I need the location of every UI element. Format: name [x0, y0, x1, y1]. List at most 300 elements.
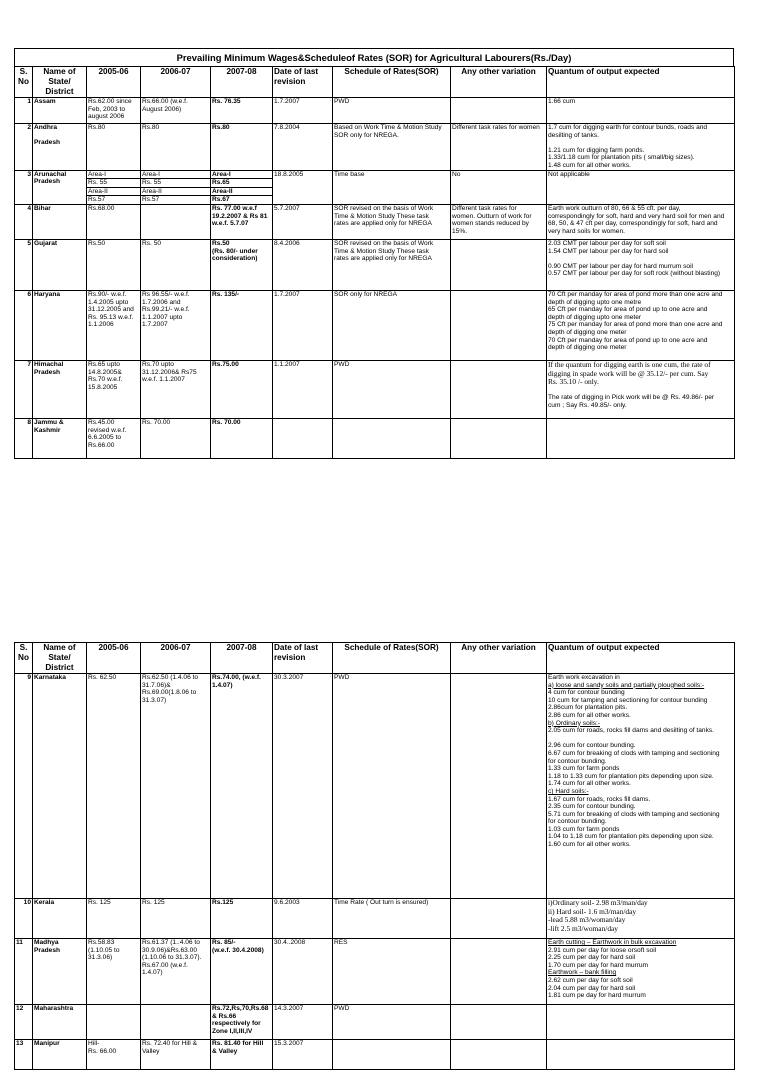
header-2006-07: 2006-07 — [141, 643, 211, 674]
cell-line: & Rs.66 — [212, 1012, 237, 1020]
cell-revision: 8.4.2006 — [273, 239, 333, 290]
cell-line: 2.25 cum per day for hard soil — [548, 954, 636, 962]
cell-line: Rs.66.00 — [88, 441, 115, 449]
cell-other-variation — [451, 360, 547, 418]
cell-sno: 8 — [15, 418, 33, 458]
table-page-2 — [14, 642, 734, 1055]
cell-line: If the quantum for digging earth is one cum, the rate of — [548, 359, 711, 369]
cell-sno: 13 — [15, 1040, 33, 1070]
cell-state — [33, 170, 87, 204]
cell-y0506 — [87, 290, 141, 360]
cell-sno: 5 — [15, 239, 33, 290]
table-row — [15, 290, 735, 360]
cell-line: Name of — [43, 67, 76, 76]
cell-line: Rs.74.00, (w.e.f. — [212, 674, 261, 681]
cell-line: 15.8.2005 — [88, 383, 118, 391]
cell-line: digging in spade work will be @ 35.12/- per cum. Say — [548, 368, 709, 378]
cell-line: 70 Cft per manday for area of pond more than one acre and — [548, 290, 723, 298]
cell-line: revised w.e.f. — [88, 426, 127, 434]
cell-line: Date of last — [274, 643, 319, 652]
cell-sno: 12 — [15, 1005, 33, 1040]
table-row — [15, 674, 735, 899]
cell-line: 1.4.2005 upto — [88, 298, 129, 306]
table-row — [15, 418, 735, 458]
cell-line: 19.2.2007 & Rs 81 — [212, 212, 268, 220]
cell-line: Earth work excavation in — [548, 674, 620, 681]
cell-state — [33, 939, 87, 1005]
cell-line: 1.04 to 1.18 cum for plantation pits depending upon size. — [548, 833, 714, 841]
cell-line: Valley — [142, 1047, 160, 1055]
cell-quantum — [547, 1040, 735, 1070]
cell-line: Rs.57 — [87, 195, 140, 204]
cell-state — [33, 1005, 87, 1040]
cell-y0506 — [87, 1040, 141, 1070]
header-row — [15, 643, 735, 674]
cell-line: Kerala — [34, 899, 55, 906]
cell-line: Earthwork – bank filling — [548, 969, 617, 977]
cell-sor — [333, 204, 451, 239]
cell-line: Rs. 81.40 for Hill — [212, 1040, 264, 1047]
wages-table-2 — [14, 642, 735, 1070]
cell-line: SOR revised on the basis of Work — [334, 239, 434, 247]
cell-sno: 4 — [15, 204, 33, 239]
cell-line: a) loose and sandy soils and partially ploughed soils:- — [548, 681, 705, 689]
cell-other-variation — [451, 1005, 547, 1040]
cell-quantum — [547, 204, 735, 239]
cell-line: rates are applied only for NREGA — [334, 255, 432, 263]
header-2007-08: 2007-08 — [211, 643, 273, 674]
table-row — [15, 899, 735, 939]
cell-state — [33, 360, 87, 418]
cell-line: for contour bunding. — [548, 757, 607, 765]
cell-line: Assam — [34, 98, 56, 105]
cell-line: 2.96 cum for contour bunding. — [548, 742, 636, 750]
cell-line: depth of digging upto one metre — [548, 298, 642, 306]
cell-y0708 — [211, 290, 273, 360]
cell-line: 31.3.06) — [88, 954, 113, 962]
header-sor: Schedule of Rates(SOR) — [333, 67, 451, 98]
cell-line: Rs. 55 — [87, 178, 140, 187]
cell-line: Area-I — [88, 170, 106, 178]
cell-line: PWD — [334, 1005, 350, 1012]
cell-y0506 — [87, 418, 141, 458]
cell-line: b) Ordinary soils:- — [548, 719, 601, 727]
cell-revision: 14.3.2007 — [273, 1005, 333, 1040]
cell-line: Himachal — [34, 360, 64, 368]
cell-line: Rs.67.00 (w.e.f. — [142, 961, 188, 969]
cell-line: august 2006 — [88, 113, 125, 121]
page-title: Prevailing Minimum Wages&Scheduleof Rates (SOR) for Agricultural Labourers(Rs./Day) — [14, 48, 734, 66]
cell-line: Different task rates for women — [452, 124, 540, 131]
cell-line: Rs.68.00 — [88, 204, 115, 212]
cell-line: 1.60 cum for all other works. — [548, 841, 631, 849]
cell-line: Jammu & — [34, 418, 64, 426]
cell-line: i)Ordinary soil- 2.98 m3/man/day — [548, 898, 648, 907]
cell-revision — [273, 418, 333, 458]
header-row — [15, 67, 735, 98]
cell-y0708 — [211, 98, 273, 124]
cell-quantum — [547, 899, 735, 939]
cell-line: 1.66 cum — [548, 98, 576, 105]
cell-line: Bihar — [34, 204, 51, 212]
cell-quantum — [547, 418, 735, 458]
cell-line: 2.35 cum for contour bunding. — [548, 803, 636, 811]
cell-line: 1.18 to 1.33 cum for plantation pits depending upon size. — [548, 772, 714, 780]
cell-line: Rs. 62.50 — [88, 674, 117, 681]
cell-line: RES — [334, 939, 348, 946]
cell-line: 2.04 cum per day for hard soil — [548, 984, 636, 992]
cell-line: Rs. 35.10 /- only. — [548, 377, 599, 387]
cell-line: 1.7.2006 and — [142, 298, 181, 306]
cell-line: 1.67 cum for roads, rocks fill dams. — [548, 795, 651, 803]
table-row — [15, 204, 735, 239]
cell-sno: 7 — [15, 360, 33, 418]
cell-line: Rs.75.00 — [212, 360, 239, 368]
cell-line: desilting of tanks. — [548, 131, 599, 139]
cell-line: Rs. 125 — [88, 899, 111, 906]
cell-line: Rs.65 upto — [88, 360, 120, 368]
header-quantum: Quantum of output expected — [547, 643, 735, 674]
cell-line: No — [18, 77, 29, 86]
cell-line: Rs. 55 — [141, 178, 210, 187]
cell-line: S. — [19, 67, 28, 76]
cell-line: 15%. — [452, 227, 468, 235]
cell-line: Feb, 2003 to — [88, 105, 126, 113]
cell-line: Pradesh — [34, 139, 61, 147]
cell-sor — [333, 360, 451, 418]
cell-line: 2.86cum for plantation pits. — [548, 704, 628, 712]
cell-sno: 3 — [15, 170, 33, 204]
cell-line: Time & Motion Study These task — [334, 212, 429, 220]
cell-line: 0.90 CMT per labour per day for hard murrum soil — [548, 262, 694, 270]
header-other-variation: Any other variation — [451, 643, 547, 674]
cell-other-variation — [451, 124, 547, 171]
cell-line: revision — [274, 77, 306, 86]
cell-line: (w.e.f. 30.4.2008) — [212, 946, 264, 954]
cell-line: Rs. 50 — [142, 239, 162, 247]
cell-state — [33, 1040, 87, 1070]
header-date-revision — [273, 67, 333, 98]
cell-quantum — [547, 674, 735, 899]
cell-line: PWD — [334, 674, 350, 681]
cell-line: Time & Motion Study These task — [334, 247, 429, 255]
cell-line: Rs.99.21/- w.e.f. — [142, 306, 190, 314]
cell-line: Hill- — [88, 1040, 100, 1047]
cell-line: for contour bunding. — [548, 818, 607, 826]
cell-line: revision — [274, 653, 306, 662]
cell-line: 75 Cft per manday for area of pond more than one acre and — [548, 321, 723, 329]
cell-line: Rs. 72.40 for Hill & — [142, 1040, 197, 1047]
cell-revision: 9.6.2003 — [273, 899, 333, 939]
table-row — [15, 239, 735, 290]
cell-quantum — [547, 290, 735, 360]
cell-line: Rs.62.00 since — [88, 98, 132, 105]
cell-other-variation — [451, 239, 547, 290]
cell-y0506 — [87, 939, 141, 1005]
cell-line: 68, 50, & 47 cft per day, correspondingly for soft, hard and — [548, 220, 718, 228]
cell-line: rates are applied only for NREGA — [334, 220, 432, 228]
cell-sor — [333, 1005, 451, 1040]
cell-other-variation — [451, 290, 547, 360]
header-date-revision — [273, 643, 333, 674]
cell-line: c) Hard soils:- — [548, 787, 589, 795]
cell-y0708 — [211, 239, 273, 290]
cell-line: Name of — [43, 643, 76, 652]
cell-y0506 — [87, 899, 141, 939]
cell-revision: 1.7.2007 — [273, 98, 333, 124]
table-page-1 — [14, 48, 734, 454]
cell-line: Rs.50 — [212, 239, 230, 247]
cell-line — [548, 735, 733, 743]
cell-line: (1.10.06 to 31.3.07). — [142, 954, 202, 962]
cell-line: Area-I — [142, 170, 160, 178]
cell-line: SOR revised on the basis of Work — [334, 204, 434, 212]
cell-line: Rs. 125 — [142, 899, 165, 906]
cell-y0506 — [87, 360, 141, 418]
cell-line: Rs. 70.00 — [212, 418, 241, 426]
cell-state — [33, 98, 87, 124]
cell-line: PWD — [334, 98, 350, 105]
cell-line: very hard soils for women. — [548, 227, 625, 235]
cell-line: Rs. 66.00 — [88, 1047, 117, 1055]
cell-line: Area-II — [211, 187, 272, 196]
cell-line: women stands reduced by — [452, 220, 529, 228]
table-body — [15, 98, 735, 459]
cell-y0607 — [141, 939, 211, 1005]
cell-line: 2.05 cum for roads, rocks fill dams and desilting of tanks. — [548, 727, 715, 735]
cell-y0506 — [87, 170, 141, 204]
header-2005-06: 2005-06 — [87, 67, 141, 98]
cell-line: Rs.80 — [88, 124, 106, 131]
cell-line: Rs.90/- w.e.f. — [88, 290, 127, 298]
cell-state — [33, 239, 87, 290]
cell-line: State/ — [48, 77, 71, 86]
cell-line: 1.48 cum for all other works. — [548, 161, 631, 169]
cell-other-variation — [451, 418, 547, 458]
cell-y0506 — [87, 674, 141, 899]
cell-quantum — [547, 239, 735, 290]
cell-line: PWD — [334, 360, 350, 368]
header-sno — [15, 67, 33, 98]
cell-y0708 — [211, 939, 273, 1005]
cell-line: 10 cum for tamping and sectioning for contour bunding — [548, 696, 708, 704]
cell-line: Rs.70 upto — [142, 360, 174, 368]
cell-line: Haryana — [34, 290, 61, 298]
cell-line: Date of last — [274, 67, 319, 76]
cell-revision: 30.3.2007 — [273, 674, 333, 899]
cell-line: Madhya — [34, 939, 59, 946]
cell-state — [33, 204, 87, 239]
cell-line: S. — [19, 643, 28, 652]
cell-line: Rs.61.37 (1..4.06 to — [142, 939, 200, 946]
cell-line: w.e.f. 5.7.07 — [212, 220, 249, 228]
cell-y0708 — [211, 899, 273, 939]
cell-line: 31.12.2006& Rs75 — [142, 368, 197, 376]
cell-y0708 — [211, 360, 273, 418]
cell-line: 2.03 CMT per labour per day for soft soil — [548, 239, 666, 247]
table-row — [15, 1040, 735, 1070]
cell-line: Rs.45.00 — [88, 418, 115, 426]
cell-revision: 5.7.2007 — [273, 204, 333, 239]
wages-table-1 — [14, 66, 735, 459]
cell-line: 4 cum for contour bunding — [548, 689, 625, 697]
header-2005-06: 2005-06 — [87, 643, 141, 674]
cell-sor — [333, 418, 451, 458]
cell-revision: 1.1.2007 — [273, 360, 333, 418]
cell-line: Rs. 95.13 w.e.f. — [88, 313, 134, 321]
cell-line: No — [18, 653, 29, 662]
cell-line: Area-II — [87, 187, 140, 196]
cell-other-variation — [451, 98, 547, 124]
cell-line: depth of digging one meter — [548, 328, 627, 336]
cell-line: Time base — [334, 170, 365, 178]
cell-sno: 11 — [15, 939, 33, 1005]
cell-line: Gujarat — [34, 239, 58, 247]
cell-line: 6.67 cum for breaking of clods with tamping and sectioning — [548, 749, 720, 757]
cell-revision: 1.7.2007 — [273, 290, 333, 360]
cell-y0506 — [87, 1005, 141, 1040]
cell-line: Earth cutting – Earthwork in bulk excavation — [548, 939, 677, 946]
cell-line: 1.7.2007 — [142, 321, 168, 329]
cell-line: State/ — [48, 653, 71, 662]
cell-y0607 — [141, 98, 211, 124]
table-body — [15, 674, 735, 1070]
cell-line: -lift 2.5 m3/woman/day — [548, 923, 618, 933]
cell-y0607 — [141, 1005, 211, 1040]
cell-quantum — [547, 939, 735, 1005]
cell-sno: 10 — [15, 899, 33, 939]
cell-line: 6.6.2005 to — [88, 434, 121, 442]
cell-line: Rs.62.50 (1.4.06 to — [142, 674, 199, 681]
cell-line: Pradesh — [34, 178, 61, 186]
cell-y0607 — [141, 204, 211, 239]
cell-line: -lead 5.88 m3/woman/day — [548, 915, 626, 925]
cell-line: 1.74 cum for all other works. — [548, 780, 631, 788]
cell-other-variation — [451, 939, 547, 1005]
cell-line: 31.3.07) — [142, 696, 167, 704]
header-other-variation: Any other variation — [451, 67, 547, 98]
cell-y0506 — [87, 98, 141, 124]
cell-other-variation — [451, 204, 547, 239]
cell-line: Rs 96.55/- w.e.f. — [142, 290, 190, 298]
cell-line: Maharashtra — [34, 1005, 74, 1012]
cell-line: Rs. 76.35 — [212, 98, 241, 105]
cell-line: SOR only for NREGA. — [334, 131, 399, 139]
cell-line: ii) Hard soil- 1.6 m3/man/day — [548, 906, 637, 916]
cell-line: Rs.72,Rs,70,Rs.68 — [212, 1005, 269, 1012]
cell-line: Andhra — [34, 124, 58, 131]
cell-line: respectively for — [212, 1020, 261, 1028]
cell-y0708 — [211, 124, 273, 171]
cell-line: Earth work outturn of 80, 66 & 55 cft. per day, — [548, 204, 681, 212]
cell-line: 65 Cft per manday for area of pond up to one acre and — [548, 306, 708, 314]
cell-line: Area-II — [141, 187, 210, 196]
cell-y0607 — [141, 1040, 211, 1070]
table-row — [15, 98, 735, 124]
cell-line: District — [45, 663, 74, 672]
cell-state — [33, 418, 87, 458]
cell-other-variation — [451, 170, 547, 204]
cell-line: 0.57 CMT per labour per day for soft rock (without blasting) — [548, 270, 721, 278]
cell-line: District — [45, 87, 74, 96]
cell-line: Karnataka — [34, 674, 66, 681]
cell-line: Pradesh — [34, 368, 61, 376]
cell-other-variation — [451, 674, 547, 899]
cell-line: 1.1.2007 upto — [142, 313, 183, 321]
cell-sor — [333, 899, 451, 939]
cell-sno: 6 — [15, 290, 33, 360]
cell-revision: 15.3.2007 — [273, 1040, 333, 1070]
cell-other-variation — [451, 1040, 547, 1070]
table-header — [15, 67, 735, 98]
cell-y0607 — [141, 170, 211, 204]
cell-y0607 — [141, 239, 211, 290]
cell-revision: 18.8.2005 — [273, 170, 333, 204]
table-row — [15, 170, 735, 204]
table-row — [15, 939, 735, 1005]
cell-line: Rs.65 — [211, 178, 272, 187]
cell-sor — [333, 239, 451, 290]
cell-line: consideration) — [212, 255, 258, 263]
cell-state — [33, 674, 87, 899]
cell-y0506 — [87, 124, 141, 171]
cell-line — [548, 255, 733, 263]
cell-line: Rs. 77.00 w.e.f — [212, 204, 257, 212]
cell-line: Not applicable — [548, 170, 590, 178]
table-row — [15, 360, 735, 418]
cell-line: Rs.70 w.e.f. — [88, 376, 123, 384]
cell-sor — [333, 98, 451, 124]
cell-line: Rs.125 — [212, 899, 234, 906]
cell-line: Rs.50 — [88, 239, 106, 247]
cell-y0708 — [211, 1040, 273, 1070]
cell-line: Rs.67 — [211, 195, 272, 204]
cell-sor — [333, 674, 451, 899]
cell-y0708 — [211, 170, 273, 204]
cell-y0708 — [211, 1005, 273, 1040]
cell-quantum — [547, 98, 735, 124]
cell-y0506 — [87, 204, 141, 239]
cell-line: 1.4.07) — [142, 969, 163, 977]
header-state — [33, 67, 87, 98]
cell-line: depth of digging upto one meter — [548, 313, 642, 321]
cell-revision: 7.8.2004 — [273, 124, 333, 171]
cell-sor — [333, 170, 451, 204]
cell-state — [33, 899, 87, 939]
cell-line: Pradesh — [34, 946, 61, 954]
cell-line — [34, 132, 85, 140]
cell-line: 1.1.2006 — [88, 321, 114, 329]
cell-y0607 — [141, 418, 211, 458]
cell-line: Rs.80 — [212, 124, 230, 131]
cell-line: Manipur — [34, 1040, 60, 1047]
cell-y0607 — [141, 290, 211, 360]
cell-line: 2.62 cum per day for soft soil — [548, 976, 633, 984]
header-sno — [15, 643, 33, 674]
cell-line: Rs.80 — [142, 124, 160, 131]
cell-state — [33, 124, 87, 171]
cell-sno: 1 — [15, 98, 33, 124]
cell-line: Different task rates for — [452, 204, 517, 212]
cell-line: Rs. 70.00 — [142, 418, 171, 426]
cell-line: w.e.f. 1.1.2007 — [142, 376, 185, 384]
cell-revision: 30.4..2008 — [273, 939, 333, 1005]
cell-line: Rs. 135/- — [212, 290, 240, 298]
cell-line: (Rs. 80/- under — [212, 247, 258, 255]
cell-line: (1.10.05 to — [88, 946, 120, 954]
cell-line: depth of digging one meter — [548, 344, 627, 352]
cell-sor — [333, 290, 451, 360]
